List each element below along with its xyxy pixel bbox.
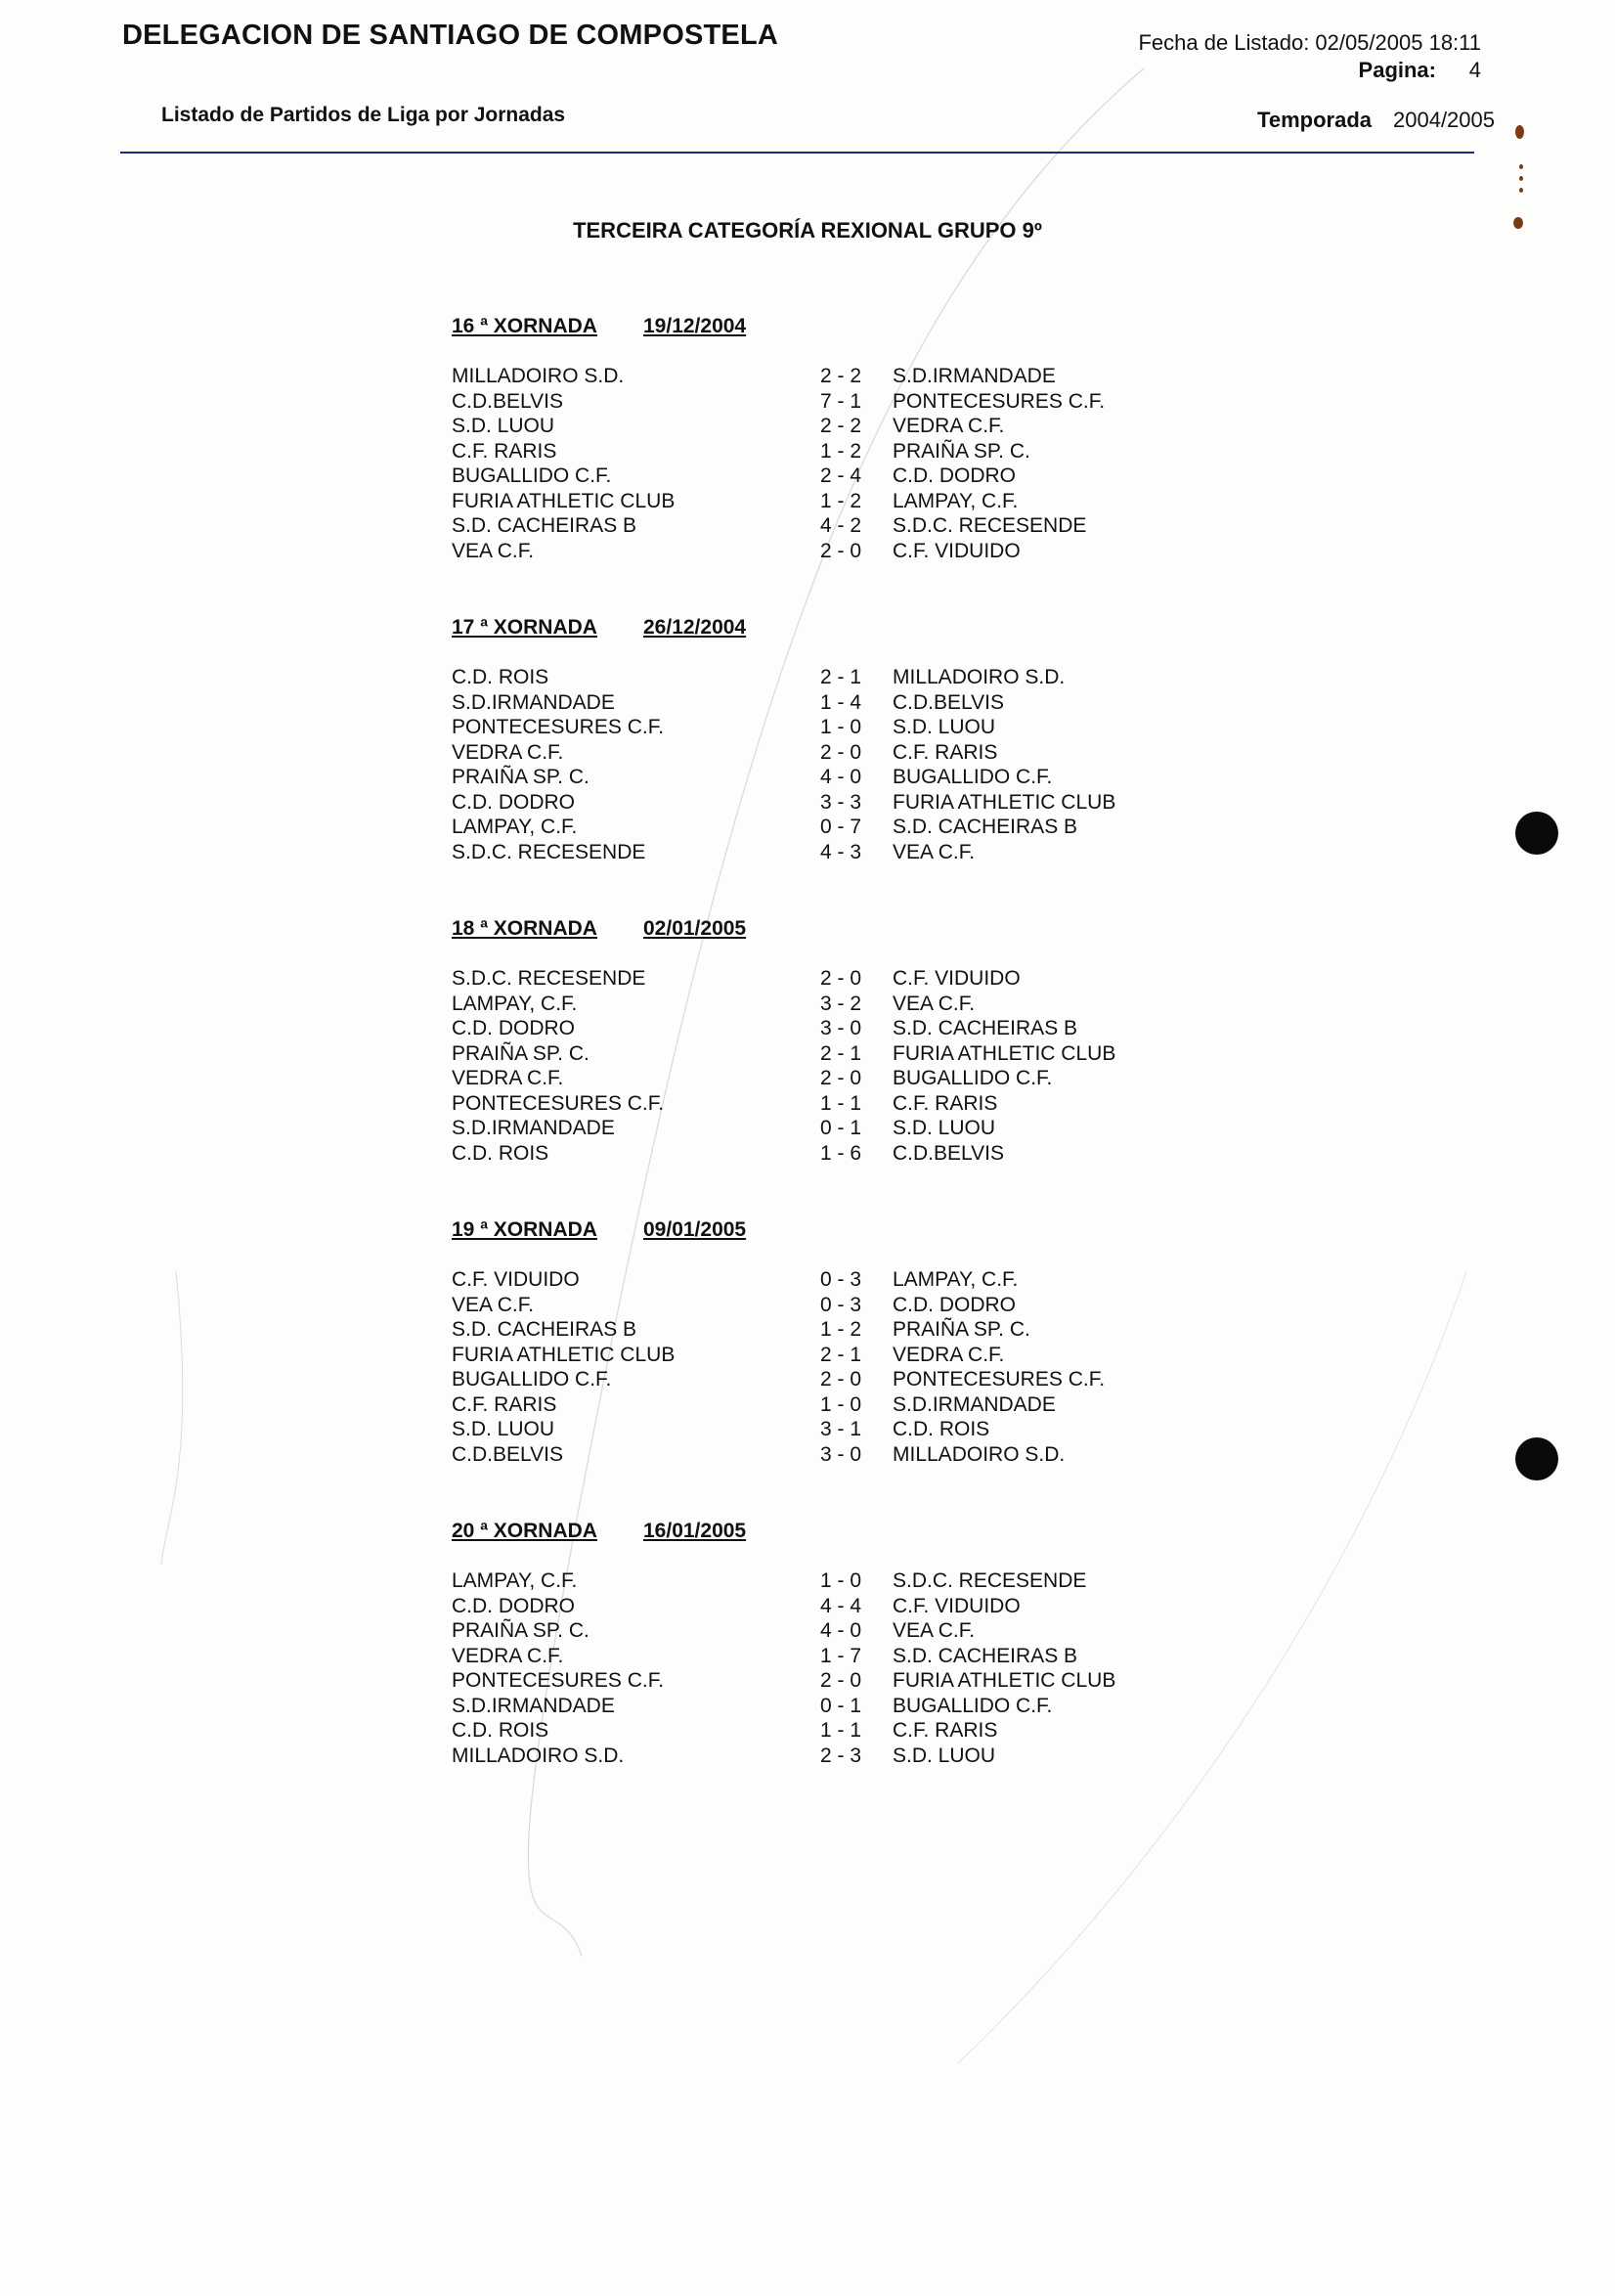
round-date: 09/01/2005 [643,1218,747,1241]
listing-subtitle: Listado de Partidos de Liga por Jornadas [161,104,566,126]
round-name: 18 ª XORNADA [452,917,597,940]
round-header [452,315,1156,342]
home-team: MILLADOIRO S.D. [452,365,625,387]
round-block [452,917,1156,1166]
away-team: C.D.BELVIS [893,1141,1004,1165]
round-date: 16/01/2005 [643,1520,747,1542]
match-row [452,1317,1156,1343]
home-team: C.F. VIDUIDO [452,1268,580,1291]
listing-date-row [1070,29,1481,57]
round-name: 20 ª XORNADA [452,1520,597,1542]
match-score: 4 - 0 [820,1619,862,1642]
away-team: MILLADOIRO S.D. [893,666,1066,688]
match-score: 0 - 3 [820,1293,862,1316]
away-team: C.F. RARIS [893,1091,998,1115]
home-team: PRAIÑA SP. C. [452,766,589,788]
round-date: 19/12/2004 [643,315,747,337]
home-team: PRAIÑA SP. C. [452,1619,589,1642]
away-team: C.D. ROIS [893,1418,990,1440]
season-value: 2004/2005 [1393,108,1495,132]
match-row [452,1141,1156,1167]
round-date: 02/01/2005 [643,917,747,940]
away-team: C.F. VIDUIDO [893,967,1021,990]
home-team: VEDRA C.F. [452,740,564,764]
header-divider [120,152,1474,154]
away-team: C.D.BELVIS [893,690,1004,714]
match-row [452,439,1156,464]
match-row [452,665,1156,690]
home-team: C.D. ROIS [452,1719,549,1742]
away-team: LAMPAY, C.F. [893,489,1019,512]
home-team: VEA C.F. [452,539,535,562]
away-team: S.D. LUOU [893,1744,996,1767]
round-date: 26/12/2004 [643,616,747,639]
home-team: C.D. DODRO [452,790,575,814]
home-team: C.D. DODRO [452,1594,575,1617]
match-row [452,1668,1156,1694]
match-score: 2 - 2 [820,365,862,387]
punch-hole [1515,1437,1558,1480]
away-team: S.D.IRMANDADE [893,1392,1056,1416]
home-team: C.D. ROIS [452,1141,549,1165]
away-team: FURIA ATHLETIC CLUB [893,1041,1116,1065]
away-team: BUGALLIDO C.F. [893,1694,1053,1717]
match-score: 2 - 0 [820,1368,862,1391]
match-score: 4 - 2 [820,514,862,537]
match-row [452,1091,1156,1117]
home-team: S.D. CACHEIRAS B [452,514,637,537]
away-team: FURIA ATHLETIC CLUB [893,790,1116,814]
away-team: S.D. CACHEIRAS B [893,1644,1078,1667]
away-team: S.D. LUOU [893,1117,996,1139]
away-team: S.D.IRMANDADE [893,365,1056,387]
match-row [452,489,1156,514]
match-row [452,539,1156,564]
match-row [452,1041,1156,1067]
match-score: 1 - 7 [820,1644,862,1667]
match-score: 0 - 7 [820,816,862,838]
home-team: C.D. ROIS [452,666,549,688]
match-score: 2 - 1 [820,666,862,688]
home-team: BUGALLIDO C.F. [452,1368,612,1391]
round-header [452,917,1156,945]
match-row [452,1718,1156,1744]
match-row [452,1744,1156,1769]
home-team: PRAIÑA SP. C. [452,1041,589,1065]
match-row [452,1392,1156,1418]
match-row [452,740,1156,766]
match-score: 3 - 0 [820,1442,862,1466]
match-row [452,513,1156,539]
page-row [1070,57,1481,84]
match-row [452,464,1156,489]
match-score: 1 - 4 [820,690,862,714]
home-team: S.D.C. RECESENDE [452,840,646,863]
listing-meta [1070,29,1481,84]
match-row [452,1267,1156,1293]
home-team: S.D.C. RECESENDE [452,967,646,990]
away-team: S.D. CACHEIRAS B [893,1017,1078,1039]
match-row [452,1116,1156,1141]
match-score: 4 - 4 [820,1594,862,1617]
page-label: Pagina: [1358,58,1436,82]
round-block [452,616,1156,864]
away-team: PRAIÑA SP. C. [893,1318,1030,1341]
match-score: 7 - 1 [820,389,862,413]
match-row [452,1594,1156,1619]
match-score: 2 - 2 [820,415,862,437]
round-block [452,315,1156,563]
match-row [452,715,1156,740]
match-score: 1 - 0 [820,1392,862,1416]
home-team: S.D. LUOU [452,415,555,437]
match-score: 2 - 3 [820,1744,862,1767]
away-team: BUGALLIDO C.F. [893,1067,1053,1089]
match-score: 1 - 6 [820,1141,862,1165]
home-team: C.D.BELVIS [452,389,563,413]
match-row [452,790,1156,816]
punch-hole [1515,812,1558,855]
round-block [452,1520,1156,1768]
match-row [452,364,1156,389]
match-score: 0 - 1 [820,1117,862,1139]
match-score: 0 - 1 [820,1694,862,1717]
match-score: 2 - 0 [820,1669,862,1692]
match-score: 2 - 1 [820,1343,862,1366]
away-team: BUGALLIDO C.F. [893,766,1053,788]
away-team: C.F. VIDUIDO [893,539,1021,562]
match-score: 2 - 0 [820,967,862,990]
home-team: PONTECESURES C.F. [452,1091,665,1115]
page-number: 4 [1468,58,1481,82]
home-team: MILLADOIRO S.D. [452,1744,625,1767]
match-row [452,690,1156,716]
match-score: 4 - 3 [820,840,862,863]
home-team: LAMPAY, C.F. [452,992,578,1015]
home-team: VEDRA C.F. [452,1067,564,1089]
home-team: C.D. DODRO [452,1017,575,1039]
home-team: PONTECESURES C.F. [452,1669,665,1692]
home-team: S.D.IRMANDADE [452,1694,615,1717]
away-team: PONTECESURES C.F. [893,1368,1106,1391]
match-row [452,1367,1156,1392]
home-team: C.D.BELVIS [452,1442,563,1466]
away-team: PRAIÑA SP. C. [893,439,1030,463]
match-row [452,1016,1156,1041]
match-score: 4 - 0 [820,766,862,788]
match-score: 2 - 4 [820,464,862,487]
organization-title: DELEGACION DE SANTIAGO DE COMPOSTELA [122,20,779,51]
home-team: FURIA ATHLETIC CLUB [452,1343,676,1366]
away-team: C.F. RARIS [893,740,998,764]
match-score: 3 - 2 [820,992,862,1015]
season-label: Temporada [1257,108,1372,132]
away-team: FURIA ATHLETIC CLUB [893,1669,1116,1692]
away-team: VEA C.F. [893,1619,976,1642]
match-score: 1 - 2 [820,439,862,463]
match-row [452,840,1156,865]
away-team: PONTECESURES C.F. [893,389,1106,413]
home-team: LAMPAY, C.F. [452,1569,578,1592]
season-info [1257,108,1495,133]
match-row [452,966,1156,992]
match-row [452,1568,1156,1594]
home-team: S.D. LUOU [452,1418,555,1440]
match-score: 1 - 0 [820,1569,862,1592]
match-score: 1 - 2 [820,489,862,512]
home-team: PONTECESURES C.F. [452,716,665,738]
match-score: 1 - 0 [820,716,862,738]
match-score: 3 - 1 [820,1418,862,1440]
match-row [452,389,1156,415]
match-score: 3 - 3 [820,790,862,814]
home-team: VEDRA C.F. [452,1644,564,1667]
round-name: 17 ª XORNADA [452,616,597,639]
round-name: 19 ª XORNADA [452,1218,597,1241]
away-team: LAMPAY, C.F. [893,1268,1019,1291]
home-team: FURIA ATHLETIC CLUB [452,489,676,512]
round-name: 16 ª XORNADA [452,315,597,337]
away-team: VEDRA C.F. [893,1343,1005,1366]
match-score: 2 - 0 [820,740,862,764]
listing-date-value: 02/05/2005 18:11 [1315,30,1481,55]
match-row [452,1417,1156,1442]
round-header [452,616,1156,643]
match-row [452,1343,1156,1368]
home-team: S.D.IRMANDADE [452,690,615,714]
away-team: VEDRA C.F. [893,415,1005,437]
home-team: S.D. CACHEIRAS B [452,1318,637,1341]
match-score: 1 - 2 [820,1318,862,1341]
home-team: VEA C.F. [452,1293,535,1316]
match-row [452,815,1156,840]
match-row [452,1066,1156,1091]
match-row [452,1442,1156,1468]
home-team: BUGALLIDO C.F. [452,464,612,487]
round-header [452,1520,1156,1547]
away-team: C.F. RARIS [893,1719,998,1742]
away-team: S.D.C. RECESENDE [893,1569,1087,1592]
away-team: VEA C.F. [893,840,976,863]
match-score: 3 - 0 [820,1017,862,1039]
home-team: S.D.IRMANDADE [452,1117,615,1139]
match-score: 2 - 1 [820,1041,862,1065]
away-team: MILLADOIRO S.D. [893,1442,1066,1466]
match-score: 1 - 1 [820,1091,862,1115]
home-team: LAMPAY, C.F. [452,816,578,838]
match-score: 2 - 0 [820,539,862,562]
match-row [452,1694,1156,1719]
listing-date-label: Fecha de Listado: [1138,30,1310,55]
away-team: C.D. DODRO [893,464,1016,487]
match-row [452,765,1156,790]
home-team: C.F. RARIS [452,1392,557,1416]
match-score: 2 - 0 [820,1067,862,1089]
match-score: 0 - 3 [820,1268,862,1291]
match-row [452,1618,1156,1644]
round-block [452,1218,1156,1467]
match-row [452,992,1156,1017]
away-team: S.D. CACHEIRAS B [893,816,1078,838]
away-team: C.F. VIDUIDO [893,1594,1021,1617]
away-team: C.D. DODRO [893,1293,1016,1316]
match-row [452,414,1156,439]
away-team: S.D.C. RECESENDE [893,514,1087,537]
home-team: C.F. RARIS [452,439,557,463]
round-header [452,1218,1156,1246]
match-row [452,1293,1156,1318]
away-team: VEA C.F. [893,992,976,1015]
away-team: S.D. LUOU [893,716,996,738]
match-row [452,1644,1156,1669]
match-score: 1 - 1 [820,1719,862,1742]
group-title: TERCEIRA CATEGORÍA REXIONAL GRUPO 9º [573,218,1042,243]
